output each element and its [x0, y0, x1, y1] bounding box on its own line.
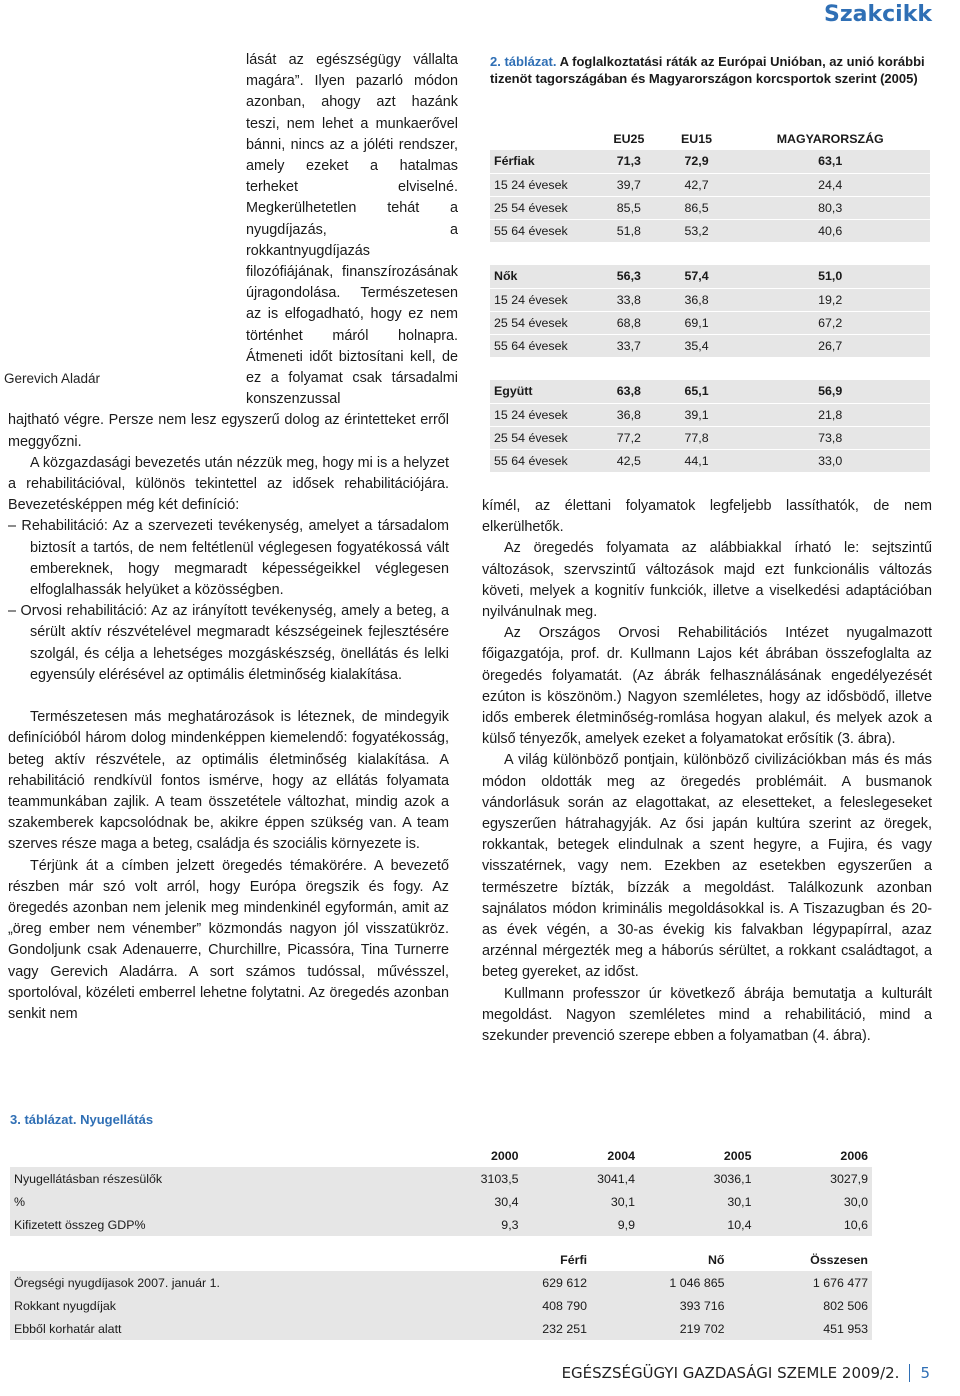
table-2-cell: 44,1	[663, 449, 731, 472]
footer	[562, 1364, 930, 1382]
table-3-cell: 3027,9	[755, 1167, 872, 1190]
table-2-row	[490, 334, 930, 357]
table-2-cell: 35,4	[663, 334, 731, 357]
table-3-cell: 30,1	[523, 1190, 639, 1213]
table-4-header: Férfi	[560, 1252, 588, 1267]
table-3-title: Nyugellátás	[80, 1112, 154, 1127]
table-3-cell: 9,3	[406, 1213, 522, 1236]
section-title: Szakcikk	[824, 2, 932, 27]
table-4-header-empty	[10, 1248, 476, 1271]
definition-rehabilitation: – Rehabilitáció: Az a szervezeti tevékenység, amelyet a társadalom biztosít a tartós, de nem feltétlenül véglegesen fogyatékossá vált embereknek, hogy megmaradt képességeikkel véglegesen elfoglalhassák helyüket a közösségben.	[8, 518, 449, 599]
table-2-cell: 80,3	[730, 196, 930, 219]
table-2-cell: 51,0	[730, 265, 930, 288]
table-4-header: Nő	[707, 1252, 725, 1267]
table-2-row	[490, 196, 930, 219]
table-4-row	[10, 1317, 872, 1340]
table-2-cell: 68,8	[595, 311, 663, 334]
table-2-group-label: Férfiak	[490, 150, 595, 173]
table-4-cell: 393 716	[591, 1294, 728, 1317]
left-wide-paragraph: hajtható végre. Persze nem lesz egyszerű dolog az érintetteket erről meggyőzni.	[8, 412, 449, 450]
table-4-cell: 232 251	[476, 1317, 591, 1340]
table-2-cell: 42,5	[595, 449, 663, 472]
table-4-header: Összesen	[810, 1252, 868, 1267]
table-3-row-label: Nyugellátásban részesülők	[10, 1167, 406, 1190]
table-2-cell: 86,5	[663, 196, 731, 219]
table-2-spacer	[490, 242, 930, 265]
table-3	[10, 1111, 880, 1236]
table-2-cell: 67,2	[730, 311, 930, 334]
definition-medical-rehabilitation: – Orvosi rehabilitáció: Az az irányított tevékenység, amely a beteg, a sérült aktív részvételével megmaradt készségeinek fejlesztésére szolgál, és célja a lehetséges mozgáskészség, önellátás és lelki egyensúly elérésével az optimális életminőség kialakítása.	[8, 603, 449, 683]
table-2-group-label: Nők	[490, 265, 595, 288]
table-2	[490, 53, 930, 473]
table-4-cell: 219 702	[591, 1317, 728, 1340]
table-2-group-row	[490, 380, 930, 403]
table-3-cell: 10,4	[639, 1213, 755, 1236]
right-paragraph-4: A világ különböző pontjain, különböző civilizációkban más és más módon oldották meg az öregedés problémáit. A busmanok vándorlásuk során az elagottakat, az elesetteket, a feleslegeseket egyszerűen hátrahagyják. Az ősi japán kultúra szerint az öregek, rokkantak, betegek elindulnak a szent hegyre, a Fujira, és vagy visszatérnek, vagy nem. Ezekben az esetekben egyszerűen a természetre bízták, bízzák a megoldást. Találkozunk azonban sajnálatos módon kriminális megoldásokkal is. A Tiszazugban és 20-as évek végén, a 30-as évekig kis falvakban légypapírral, azaz arzénnal mérgezték meg a háborús sérültet, a rokkant családtagot, a beteg gyereket, az időst.	[482, 752, 932, 981]
table-2-cell: 19,2	[730, 288, 930, 311]
table-2-row-label: 55 64 évesek	[490, 449, 595, 472]
table-4-row	[10, 1294, 872, 1317]
table-3-cell: 3036,1	[639, 1167, 755, 1190]
table-2-row	[490, 173, 930, 196]
table-2-group-row	[490, 265, 930, 288]
table-3-caption	[10, 1111, 880, 1128]
table-3-header-empty	[10, 1144, 406, 1167]
table-2-row-label: 55 64 évesek	[490, 219, 595, 242]
table-2-title: A foglalkoztatási ráták az Európai Unióban, az unió korábbi tizenöt tagországában és Magyarországon korcsportok szerint (2005)	[490, 54, 925, 86]
table-2-cell: 21,8	[730, 403, 930, 426]
table-2-row-label: 15 24 évesek	[490, 173, 595, 196]
table-3-header: 2000	[490, 1148, 519, 1163]
table-2-cell: 77,8	[663, 426, 731, 449]
table-3-cell: 30,4	[406, 1190, 522, 1213]
table-2-group-row	[490, 150, 930, 173]
table-2-cell: 36,8	[663, 288, 731, 311]
right-paragraph-5: Kullmann professzor úr következő ábrája bemutatja a kulturált megoldást. Nagyon szemléletes mind a rehabilitáció, mind a szekunder prevenció szerepe ebben a folyamatban (4. ábra).	[482, 985, 932, 1045]
table-2-cell: 71,3	[595, 150, 663, 173]
page-number: 5	[909, 1364, 930, 1382]
table-2-cell: 51,8	[595, 219, 663, 242]
table-2-cell: 39,1	[663, 403, 731, 426]
table-2-header: MAGYARORSZÁG	[776, 131, 884, 146]
table-3-header: 2006	[840, 1148, 868, 1163]
table-2-row-label: 25 54 évesek	[490, 311, 595, 334]
table-2-row	[490, 219, 930, 242]
table-4-row-label: Öregségi nyugdíjasok 2007. január 1.	[10, 1271, 476, 1294]
table-4-row	[10, 1271, 872, 1294]
table-2-cell: 40,6	[730, 219, 930, 242]
table-3-row	[10, 1213, 872, 1236]
table-3-row	[10, 1167, 872, 1190]
table-2-cell: 42,7	[663, 173, 731, 196]
table-2-row-label: 25 54 évesek	[490, 426, 595, 449]
table-3-number: 3. táblázat.	[10, 1112, 77, 1127]
table-2-spacer	[490, 357, 930, 380]
table-2-cell: 77,2	[595, 426, 663, 449]
table-2-row	[490, 426, 930, 449]
table-2-group-label: Együtt	[490, 380, 595, 403]
table-3-cell: 30,0	[755, 1190, 872, 1213]
right-paragraph-1: kímél, az élettani folyamatok legfeljebb lassíthatók, de nem elkerülhetők.	[482, 498, 932, 536]
right-paragraph-2: Az öregedés folyamata az alábbiakkal írható le: sejtszintű változások, szervszintű változások majd ezt funkcionális változás követi, melyek a kognitív funkciók, illetve a viselkedési adaptációban nyilvánulnak meg.	[482, 540, 932, 621]
table-2-cell: 36,8	[595, 403, 663, 426]
table-3-row-label: %	[10, 1190, 406, 1213]
journal-name: EGÉSZSÉGÜGYI GAZDASÁGI SZEMLE 2009/2.	[561, 1364, 900, 1382]
table-2-header: EU15	[681, 131, 713, 146]
table-4-cell: 1 046 865	[591, 1271, 728, 1294]
left-paragraph-3: Természetesen más meghatározások is léteznek, de mindegyik definícióból három dolog mindenképpen kiemelendő: fogyatékosság, beteg aktív részvétele, az optimális életminőség kialakítása. A rehabilitáció rendkívül fontos ismérve, hogy az ellátás folyamata teammunkában zajlik. A team összetétele változhat, mindig azok a szakemberek kapcsolódnak be, akikre éppen szükség van. A team szerves része maga a beteg, családja és szociális környezete is.	[8, 709, 449, 853]
table-2-header-empty	[490, 127, 595, 150]
table-2-row-label: 25 54 évesek	[490, 196, 595, 219]
table-2-row	[490, 288, 930, 311]
table-2-row-label: 15 24 évesek	[490, 403, 595, 426]
table-2-cell: 72,9	[663, 150, 731, 173]
table-2-row	[490, 449, 930, 472]
table-2-cell: 56,3	[595, 265, 663, 288]
table-3-cell: 3103,5	[406, 1167, 522, 1190]
table-4-cell: 408 790	[476, 1294, 591, 1317]
table-2-row	[490, 403, 930, 426]
table-2-row-label: 15 24 évesek	[490, 288, 595, 311]
table-2-number: 2. táblázat.	[490, 54, 557, 69]
table-3-cell: 30,1	[639, 1190, 755, 1213]
table-2-cell: 33,7	[595, 334, 663, 357]
right-column	[482, 496, 932, 1047]
table-4-cell: 629 612	[476, 1271, 591, 1294]
right-paragraph-3: Az Országos Orvosi Rehabilitációs Intézet nyugalmazott főigazgatója, prof. dr. Kullmann Lajos két ábrában összefoglalta az öregedés folyamatát. (Az ábrák felhasználásának engedélyezését ezúton is köszönöm.) Nagyon szemléletes, hogy az idősbödő, illetve idős emberek életminőség-romlása hogyan alakul, és melyek azok a külső tényezők, amelyek ezeket a folyamatokat erősítik (3. ábra).	[482, 625, 932, 748]
table-3-header: 2004	[607, 1148, 635, 1163]
table-4-cell: 1 676 477	[729, 1271, 872, 1294]
table-4-row-label: Ebből korhatár alatt	[10, 1317, 476, 1340]
table-2-header: EU25	[613, 131, 645, 146]
table-2-cell: 56,9	[730, 380, 930, 403]
table-2-cell: 53,2	[663, 219, 731, 242]
table-3-cell: 9,9	[523, 1213, 639, 1236]
table-2-cell: 65,1	[663, 380, 731, 403]
table-4	[10, 1248, 880, 1340]
table-3-cell: 3041,4	[523, 1167, 639, 1190]
table-2-cell: 85,5	[595, 196, 663, 219]
table-4-row-label: Rokkant nyugdíjak	[10, 1294, 476, 1317]
table-3-row-label: Kifizetett összeg GDP%	[10, 1213, 406, 1236]
left-column	[8, 50, 458, 1025]
table-2-cell: 63,8	[595, 380, 663, 403]
table-2-caption	[490, 53, 930, 87]
table-3-row	[10, 1190, 872, 1213]
table-3-cell: 10,6	[755, 1213, 872, 1236]
table-2-row	[490, 311, 930, 334]
table-2-cell: 73,8	[730, 426, 930, 449]
table-2-cell: 69,1	[663, 311, 731, 334]
portrait-caption: Gerevich Aladár	[4, 371, 101, 386]
table-2-cell: 33,8	[595, 288, 663, 311]
table-4-cell: 451 953	[729, 1317, 872, 1340]
table-4-cell: 802 506	[729, 1294, 872, 1317]
table-2-cell: 39,7	[595, 173, 663, 196]
table-2-cell: 57,4	[663, 265, 731, 288]
table-2-cell: 26,7	[730, 334, 930, 357]
left-narrow-paragraph: lását az egészségügy vállalta magára”. Ilyen pazarló módon azonban, ahogy azt hazánk teszi, nem lehet a munkaerővel bánni, nincs az a jóléti rendszer, amely ezeket a hatalmas terheket elviselné. Megkerülhetetlen tehát a nyugdíjazás, a rokkantnyugdíjazás filozófiájának, finanszírozásának újragondolása. Természetesen az is elfogadható, hogy ez nem történhet máról holnapra. Átmeneti időt biztosítani kell, de ez a folyamat csak társadalmi konszenzussal	[246, 52, 458, 408]
table-2-cell: 24,4	[730, 173, 930, 196]
left-paragraph-2: A közgazdasági bevezetés után nézzük meg, hogy mi is a helyzet a rehabilitációval, különös tekintettel az idősek rehabilitációjára. Bevezetésképpen még két definíció:	[8, 454, 449, 514]
left-paragraph-4: Térjünk át a címben jelzett öregedés témakörére. A bevezető részben már szó volt arról, hogy Európa öregszik és fogy. Az öregedés azonban nem jelenik meg mindenkinél egyformán, amit az „öreg ember nem vénember” közmondás nagyon jól visszatükröz. Gondoljunk csak Adenauerre, Churchillre, Picassóra, Tina Turnerre vagy Gerevich Aladárra. A sort számos tudóssal, művésszel, sportolóval, közéleti emberrel lehetne folytatni. Az öregedés azonban senkit nem	[8, 857, 449, 1022]
table-2-row-label: 55 64 évesek	[490, 334, 595, 357]
table-2-cell: 63,1	[730, 150, 930, 173]
table-3-header: 2005	[723, 1148, 752, 1163]
table-2-cell: 33,0	[730, 449, 930, 472]
